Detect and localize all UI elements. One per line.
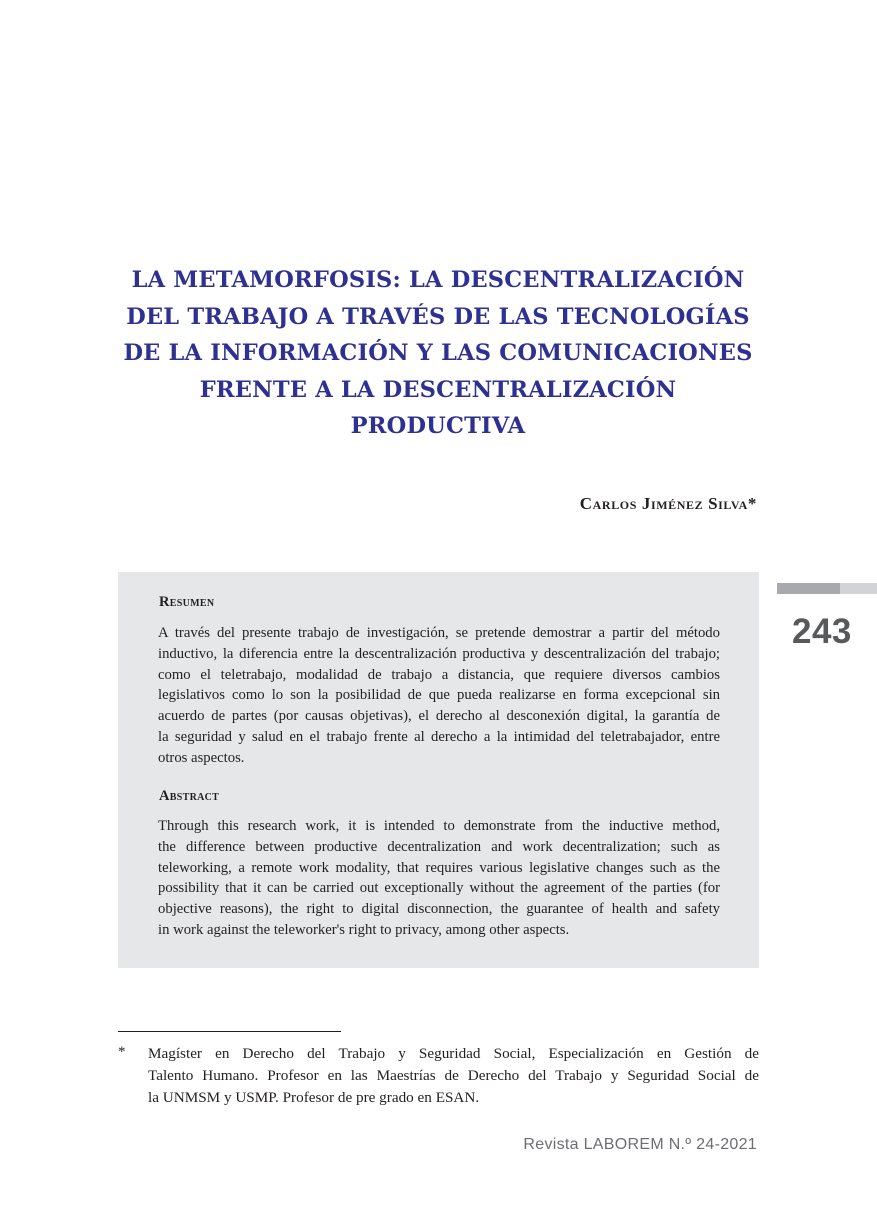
- author-name: Carlos Jiménez Silva*: [579, 494, 757, 513]
- abstract-heading: Abstract: [159, 788, 220, 804]
- abstract-line: Through this research work, it is intended to demonstrate from the inductive method,: [158, 818, 720, 834]
- title-line: DE LA INFORMACIÓN Y LAS COMUNICACIONES: [123, 340, 753, 366]
- title-line: LA METAMORFOSIS: LA DESCENTRALIZACIÓN: [131, 267, 745, 293]
- page-tab-bar-accent: [840, 583, 877, 594]
- footnote-line: Magíster en Derecho del Trabajo y Seguridad Social, Especialización en Gestión de: [148, 1045, 759, 1062]
- title-line: DEL TRABAJO A TRAVÉS DE LAS TECNOLOGÍAS: [126, 303, 750, 330]
- journal-footer: Revista LABOREM N.º 24-2021: [523, 1136, 757, 1153]
- resumen-line: A través del presente trabajo de investigación, se pretende demostrar a partir del método: [158, 625, 720, 641]
- resumen-line: legislativos como lo son la posibilidad de que pueda realizarse en forma excepcional sin: [158, 687, 720, 704]
- abstract-line: the difference between productive decentralization and work decentralization; such as: [158, 838, 720, 855]
- footnote-marker: *: [118, 1044, 126, 1060]
- footnote-text: [148, 1043, 759, 1109]
- title-line: PRODUCTIVA: [350, 413, 526, 439]
- page-number: 243: [792, 612, 852, 651]
- abstract-line: objective reasons), the right to digital disconnection, the guarantee of health and safety: [158, 901, 720, 918]
- resumen-line: inductivo, la diferencia entre la descentralización productiva y descentralización del trabajo;: [158, 645, 720, 662]
- abstract-line: in work against the teleworker's right to privacy, among other aspects.: [158, 921, 570, 938]
- abstract-line: possibility that it can be carried out exceptionally without the agreement of the parties (for: [158, 880, 720, 897]
- article-title: [118, 262, 758, 445]
- title-line: FRENTE A LA DESCENTRALIZACIÓN: [199, 376, 677, 403]
- resumen-line: como el teletrabajo, modalidad de trabajo a distancia, que requiere diversos cambios: [158, 666, 720, 683]
- footnote-line: la UNMSM y USMP. Profesor de pre grado en ESAN.: [148, 1089, 480, 1106]
- footnote-line: Talento Humano. Profesor en las Maestrías de Derecho del Trabajo y Seguridad Social de: [148, 1067, 759, 1084]
- abstract-text: [158, 816, 720, 941]
- resumen-line: acuerdo de partes (por causas objetivas), el derecho al desconexión digital, la garantía de: [158, 708, 720, 725]
- footnote-rule: [118, 1031, 341, 1032]
- resumen-line: la seguridad y salud en el trabajo frente al derecho a la intimidad del teletrabajador, entre: [158, 728, 720, 745]
- resumen-heading: Resumen: [159, 594, 215, 610]
- resumen-text: [158, 623, 720, 769]
- abstract-line: teleworking, a remote work modality, that requires various legislative changes such as the: [158, 859, 720, 876]
- resumen-line: otros aspectos.: [158, 749, 245, 766]
